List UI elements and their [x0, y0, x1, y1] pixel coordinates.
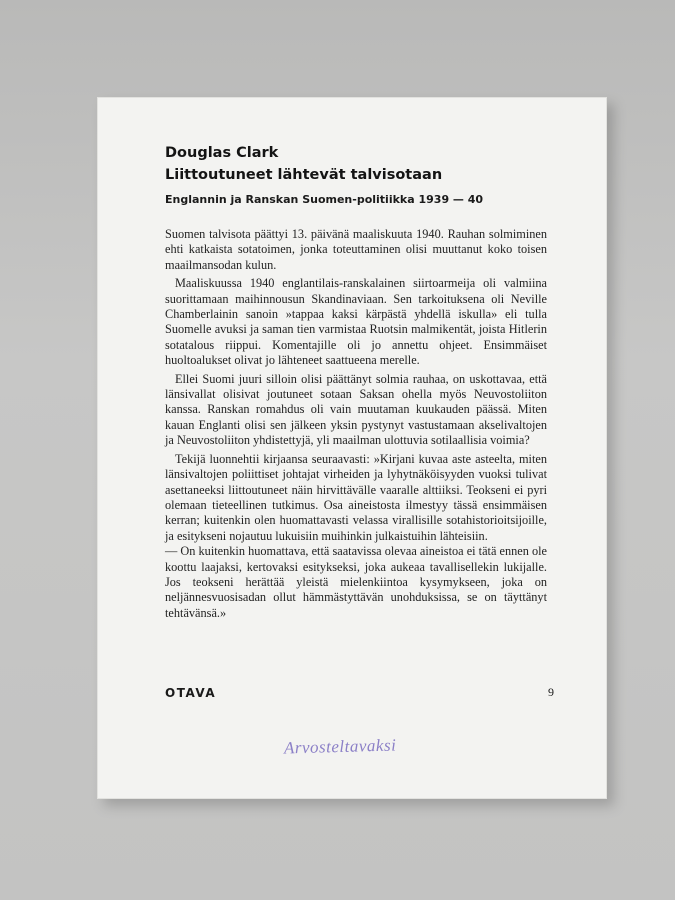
blurb-paragraph: Ellei Suomi juuri silloin olisi päättänyt solmia rauhaa, on uskottavaa, että länsivallat olisivat joutuneet sotaan Saksan ohella myös Neuvostoliiton kanssa. Ranskan romahdus oli vain muutaman kuukauden päässä. Miten kauan Englanti olisi sen jälkeen yksin pystynyt vastustamaan akselivaltojen ja Neuvostoliiton yhdistettyjä, yli maailman ulottuvia sotilaallisia voimia?	[165, 371, 547, 448]
book-title: Liittoutuneet lähtevät talvisotaan	[165, 167, 443, 183]
blurb-paragraph: Tekijä luonnehtii kirjaansa seuraavasti: »Kirjani kuvaa aste asteelta, miten länsivaltojen poliittiset johtajat virheiden ja lyhytnäköisyyden vuoksi tulivat asettaneeksi liittoutuneet näin hirvittävälle vaaralle alttiiksi. Teokseni ei pyri olemaan tieteellinen tutkimus. Osa aineistosta ilmestyy tässä ensimmäisen kerran; kuitenkin olen huomattavasti velassa virallisille sotahistorioitsijoille, ja esitykseni nojautuu lukuisiin muihinkin julkaistuihin lähteisiin.	[165, 451, 547, 543]
author-name: Douglas Clark	[165, 145, 279, 161]
blurb-text	[165, 227, 547, 624]
book-subtitle: Englannin ja Ranskan Suomen-politiikka 1939 — 40	[165, 193, 484, 206]
book-back-cover	[97, 97, 607, 799]
category-code: 9	[548, 685, 554, 699]
blurb-paragraph: Suomen talvisota päättyi 13. päivänä maaliskuuta 1940. Rauhan solmiminen ehti katkaista sotatoimen, jonka toteuttaminen olisi muuttanut koko toisen maailmansodan kulun.	[165, 227, 547, 272]
publisher-name: OTAVA	[165, 686, 217, 700]
blurb-paragraph: — On kuitenkin huomattava, että saatavissa olevaa aineistoa ei tätä ennen ole koottu laajaksi, kertovaksi esitykseksi, joka aukeaa tavallisellekin lukijalle. Jos teokseni herättää yleistä mielenkiintoa kysymykseen, joka on neljännesvuosisadan ollut hämmästyttävän unohduksissa, se on täyttänyt tehtävänsä.»	[165, 544, 547, 620]
review-stamp: Arvosteltavaksi	[283, 735, 397, 758]
blurb-paragraph: Maaliskuussa 1940 englantilais-ranskalainen siirtoarmeija oli valmiina suorittamaan maihinnousun Skandinaviaan. Sen tarkoituksena oli Neville Chamberlainin sanoin »tappaa kaksi kärpästä yhdellä iskulla» eli tulla Suomelle avuksi ja saman tien varmistaa Ruotsin malmikentät, joista Hitlerin sotatalous riippui. Komentajille oli jo annettu ohjeet. Ensimmäiset huoltoalukset olivat jo lähteneet saattueena merelle.	[165, 276, 547, 368]
